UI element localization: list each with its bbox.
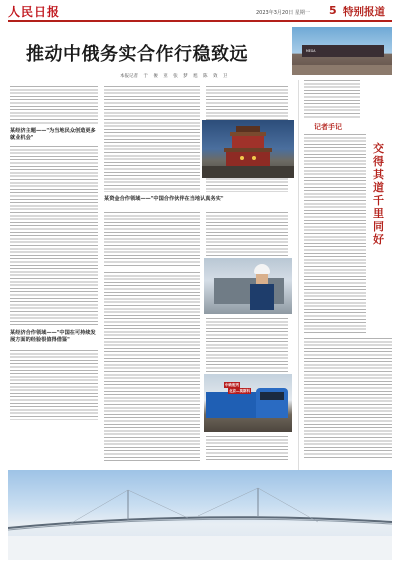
subhead-1: 某经济主题——"为当地民众创造更多就业机会"	[10, 128, 96, 141]
bridge-photo	[8, 470, 392, 560]
pagoda-photo	[202, 120, 294, 178]
column-divider	[298, 80, 299, 470]
body-text-col2-c	[104, 272, 200, 462]
byline: 本报记者 于 俊 亚 张 梦 旭 陈 效 卫	[120, 74, 228, 79]
worker-photo	[204, 258, 292, 314]
notes-heading: 记者手记	[314, 123, 342, 131]
subhead-2: 某资金合作领域——"中国合作伙伴在当地认真务实"	[104, 196, 224, 202]
body-text-col1-a	[10, 86, 98, 124]
masthead-rule	[8, 20, 392, 22]
shop-sign: MEGA	[306, 49, 316, 53]
body-text-col2-a	[104, 86, 200, 192]
newspaper-logo: 人民日报	[8, 5, 61, 19]
subhead-3: 某经济合作领域——"中国在可持续发展方面的经验很值得借鉴"	[10, 330, 96, 343]
main-headline: 推动中俄务实合作行稳致远	[26, 44, 248, 65]
notes-title: 交得其道 千里同好	[373, 142, 384, 246]
body-text-col1-b	[10, 146, 98, 326]
shop-photo	[292, 27, 392, 75]
bridge-drawing	[8, 470, 392, 560]
issue-date: 2023年3月20日 星期一	[256, 10, 310, 16]
body-text-col3-b	[206, 212, 288, 258]
body-text-col1-c	[10, 350, 98, 420]
right-text-b	[304, 134, 366, 334]
body-text-col3-c	[206, 318, 288, 374]
train-banner-1: 中欧班列	[225, 382, 239, 387]
page-number: 5	[329, 4, 337, 17]
right-text-c	[304, 338, 392, 458]
section-label: 特别报道	[343, 6, 385, 18]
train-photo	[204, 374, 292, 432]
train-banner-2: 北京—莫斯科	[229, 388, 250, 393]
right-text-a	[304, 80, 360, 118]
body-text-col3-d	[206, 436, 288, 462]
body-text-col2-b	[104, 212, 200, 268]
